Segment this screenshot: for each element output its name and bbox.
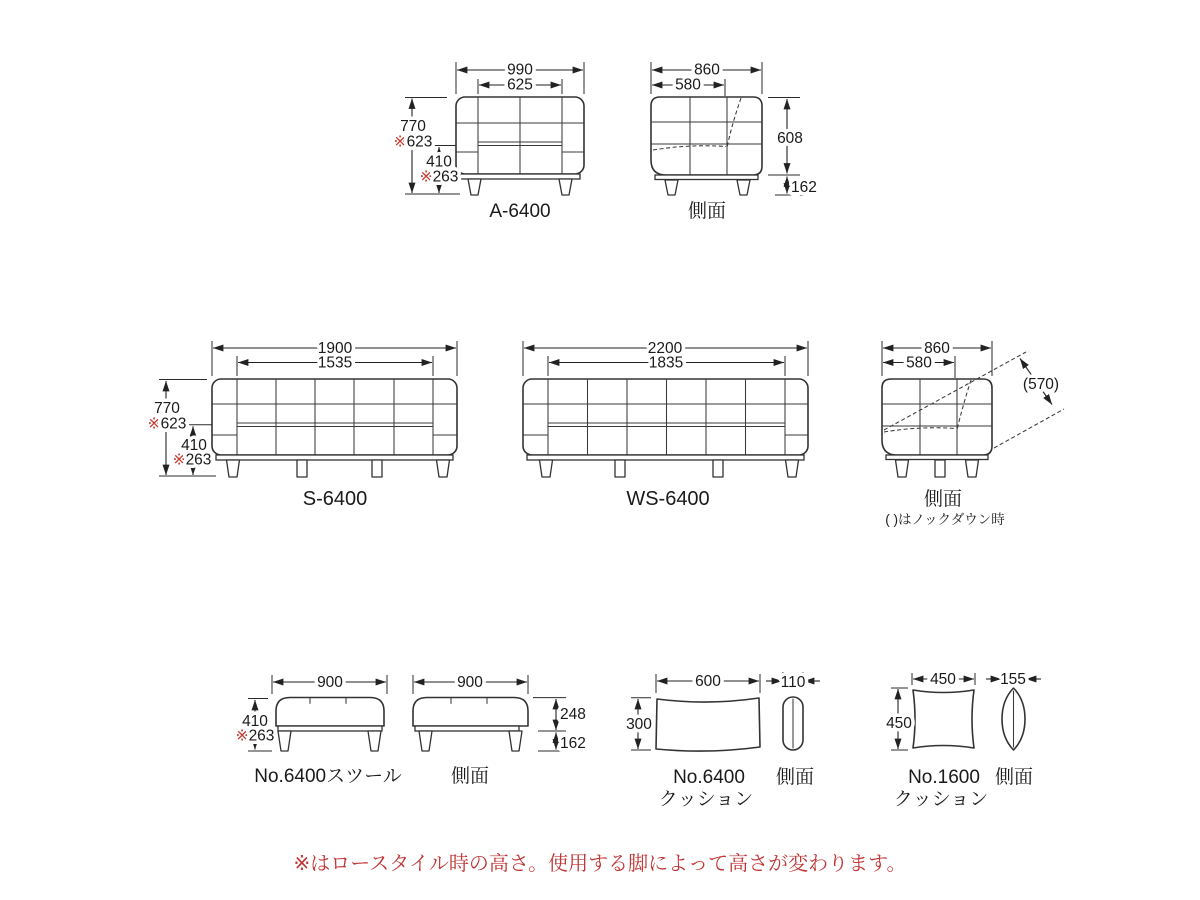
- view-label-side: 側面: [687, 201, 727, 222]
- dim-side-width-inner: 580: [675, 76, 701, 94]
- dim-cushion6400-width: 600: [695, 673, 721, 690]
- stool-cushion-outline: [276, 698, 384, 727]
- dim-s6400-height-seat: 410: [181, 437, 207, 454]
- dim-stool-side-width: 900: [457, 674, 483, 691]
- view-label-side: 側面: [775, 767, 815, 788]
- a6400-side-view: [651, 62, 817, 223]
- base-rail: [886, 455, 988, 460]
- footnote-low-style-note: ※はロースタイル時の高さ。使用する脚によって高さが変わります。: [293, 853, 907, 875]
- low-style-mark: ※: [147, 415, 161, 433]
- dim-knockdown-diagonal: (570): [1022, 376, 1060, 393]
- view-label-side: 側面: [450, 766, 490, 787]
- view-label-side: 側面: [994, 767, 1034, 788]
- cushion-seam-ticks: [451, 698, 487, 703]
- dim-s6400-height-seat-low: [173, 452, 212, 469]
- stool-front-view: [236, 674, 402, 787]
- stool-side-view: [413, 674, 586, 787]
- dim-stool-side-height-body: 248: [560, 706, 586, 723]
- dim-a6400-height-seat: 410: [426, 153, 452, 171]
- model-label-a6400: A-6400: [489, 201, 551, 222]
- side-grid: [883, 380, 992, 455]
- dim-ws6400-width-outer: 2200: [647, 340, 683, 357]
- dim-s6400-height-total-low: [148, 416, 187, 433]
- low-style-value: 623: [406, 133, 433, 151]
- dim-side-width-outer: 860: [694, 61, 720, 79]
- base-rail: [216, 455, 453, 460]
- ws6400-front-view: [523, 340, 808, 510]
- cushion-outline: [913, 690, 974, 748]
- sofa-tufting-grid: [457, 98, 584, 174]
- cushion-outline: [656, 698, 760, 751]
- legs: [665, 180, 750, 195]
- dim-cushion1600-depth: 155: [1000, 671, 1026, 688]
- dim-side-height-body: 608: [777, 130, 803, 147]
- low-style-mark: ※: [172, 451, 186, 469]
- dim-a6400-height-total: 770: [400, 118, 426, 135]
- dim-a6400-height-total-low: [394, 134, 433, 151]
- low-style-mark: ※: [419, 168, 433, 186]
- cushion-hidden-lines: [653, 98, 741, 150]
- knockdown-note: ( )はノックダウン時: [885, 512, 1005, 527]
- dim-s6400-height-total: 770: [154, 400, 180, 417]
- model-label-stool: No.6400スツール: [254, 766, 402, 787]
- dim-stool-side-height-legs: 162: [560, 735, 586, 752]
- legs: [896, 460, 979, 477]
- dim-stool-width: 900: [317, 674, 343, 691]
- dim-stool-height-total: 410: [242, 713, 268, 730]
- extension-lines: [413, 675, 566, 751]
- model-label-cushion1600-line1: No.1600: [908, 767, 980, 788]
- cushion-1600-front-view: [886, 671, 988, 810]
- base-rail: [527, 455, 804, 460]
- view-label-side: 側面: [923, 489, 963, 510]
- model-label-cushion1600-line2: クッション: [893, 789, 989, 810]
- sofa-body-outline: [523, 379, 808, 455]
- s6400-front-view: [148, 340, 457, 510]
- legs: [227, 460, 450, 477]
- dim-cushion6400-height: 300: [626, 716, 652, 733]
- dim-mid-side-width-outer: 860: [924, 340, 950, 357]
- legs: [419, 731, 522, 751]
- base-rail: [460, 174, 580, 179]
- dim-ws6400-width-inner: 1835: [648, 354, 684, 372]
- model-label-s6400: S-6400: [302, 488, 368, 510]
- cushion-seam-ticks: [310, 698, 346, 703]
- legs: [540, 460, 799, 477]
- low-style-value: 263: [185, 451, 212, 469]
- dim-cushion1600-height: 450: [886, 715, 912, 732]
- model-label-ws6400: WS-6400: [626, 488, 710, 510]
- dim-s6400-width-outer: 1900: [317, 340, 353, 357]
- base-rail: [415, 726, 519, 731]
- low-style-mark: ※: [393, 133, 407, 151]
- sofa-side-outline: [882, 379, 992, 455]
- low-style-value: 263: [248, 727, 275, 745]
- dim-cushion6400-depth: 110: [780, 674, 806, 691]
- sofa-side-view-knockdown: [882, 340, 1064, 527]
- model-label-cushion6400-line1: No.6400: [673, 767, 745, 788]
- legs: [468, 179, 572, 195]
- dim-a6400-width-inner: 625: [507, 76, 533, 94]
- legs: [278, 731, 381, 751]
- stool-cushion-outline: [413, 698, 528, 727]
- cushion-1600-side-view: [986, 671, 1041, 788]
- dim-s6400-width-inner: 1535: [317, 354, 353, 372]
- dim-mid-side-width-inner: 580: [906, 354, 932, 372]
- sofa-tufting-grid: [213, 380, 457, 455]
- cushion-6400-side-view: [766, 672, 820, 788]
- sofa-side-outline: [651, 97, 762, 175]
- a6400-front-view: [394, 62, 584, 223]
- base-rail: [278, 726, 382, 731]
- dim-cushion1600-width: 450: [930, 671, 956, 688]
- base-rail: [655, 175, 758, 180]
- dim-side-height-legs: 162: [791, 179, 817, 196]
- sofa-tufting-grid: [524, 380, 808, 455]
- side-grid: [652, 98, 762, 175]
- low-style-value: 623: [160, 415, 187, 433]
- low-style-mark: ※: [235, 727, 249, 745]
- dim-stool-height-low: [236, 728, 275, 745]
- low-style-value: 263: [432, 168, 459, 186]
- dim-a6400-width-outer: 990: [507, 61, 533, 79]
- model-label-cushion6400-line2: クッション: [658, 789, 754, 810]
- sofa-body-outline: [212, 379, 457, 455]
- dim-a6400-height-seat-low: [420, 169, 459, 186]
- cushion-6400-front-view: [626, 673, 760, 810]
